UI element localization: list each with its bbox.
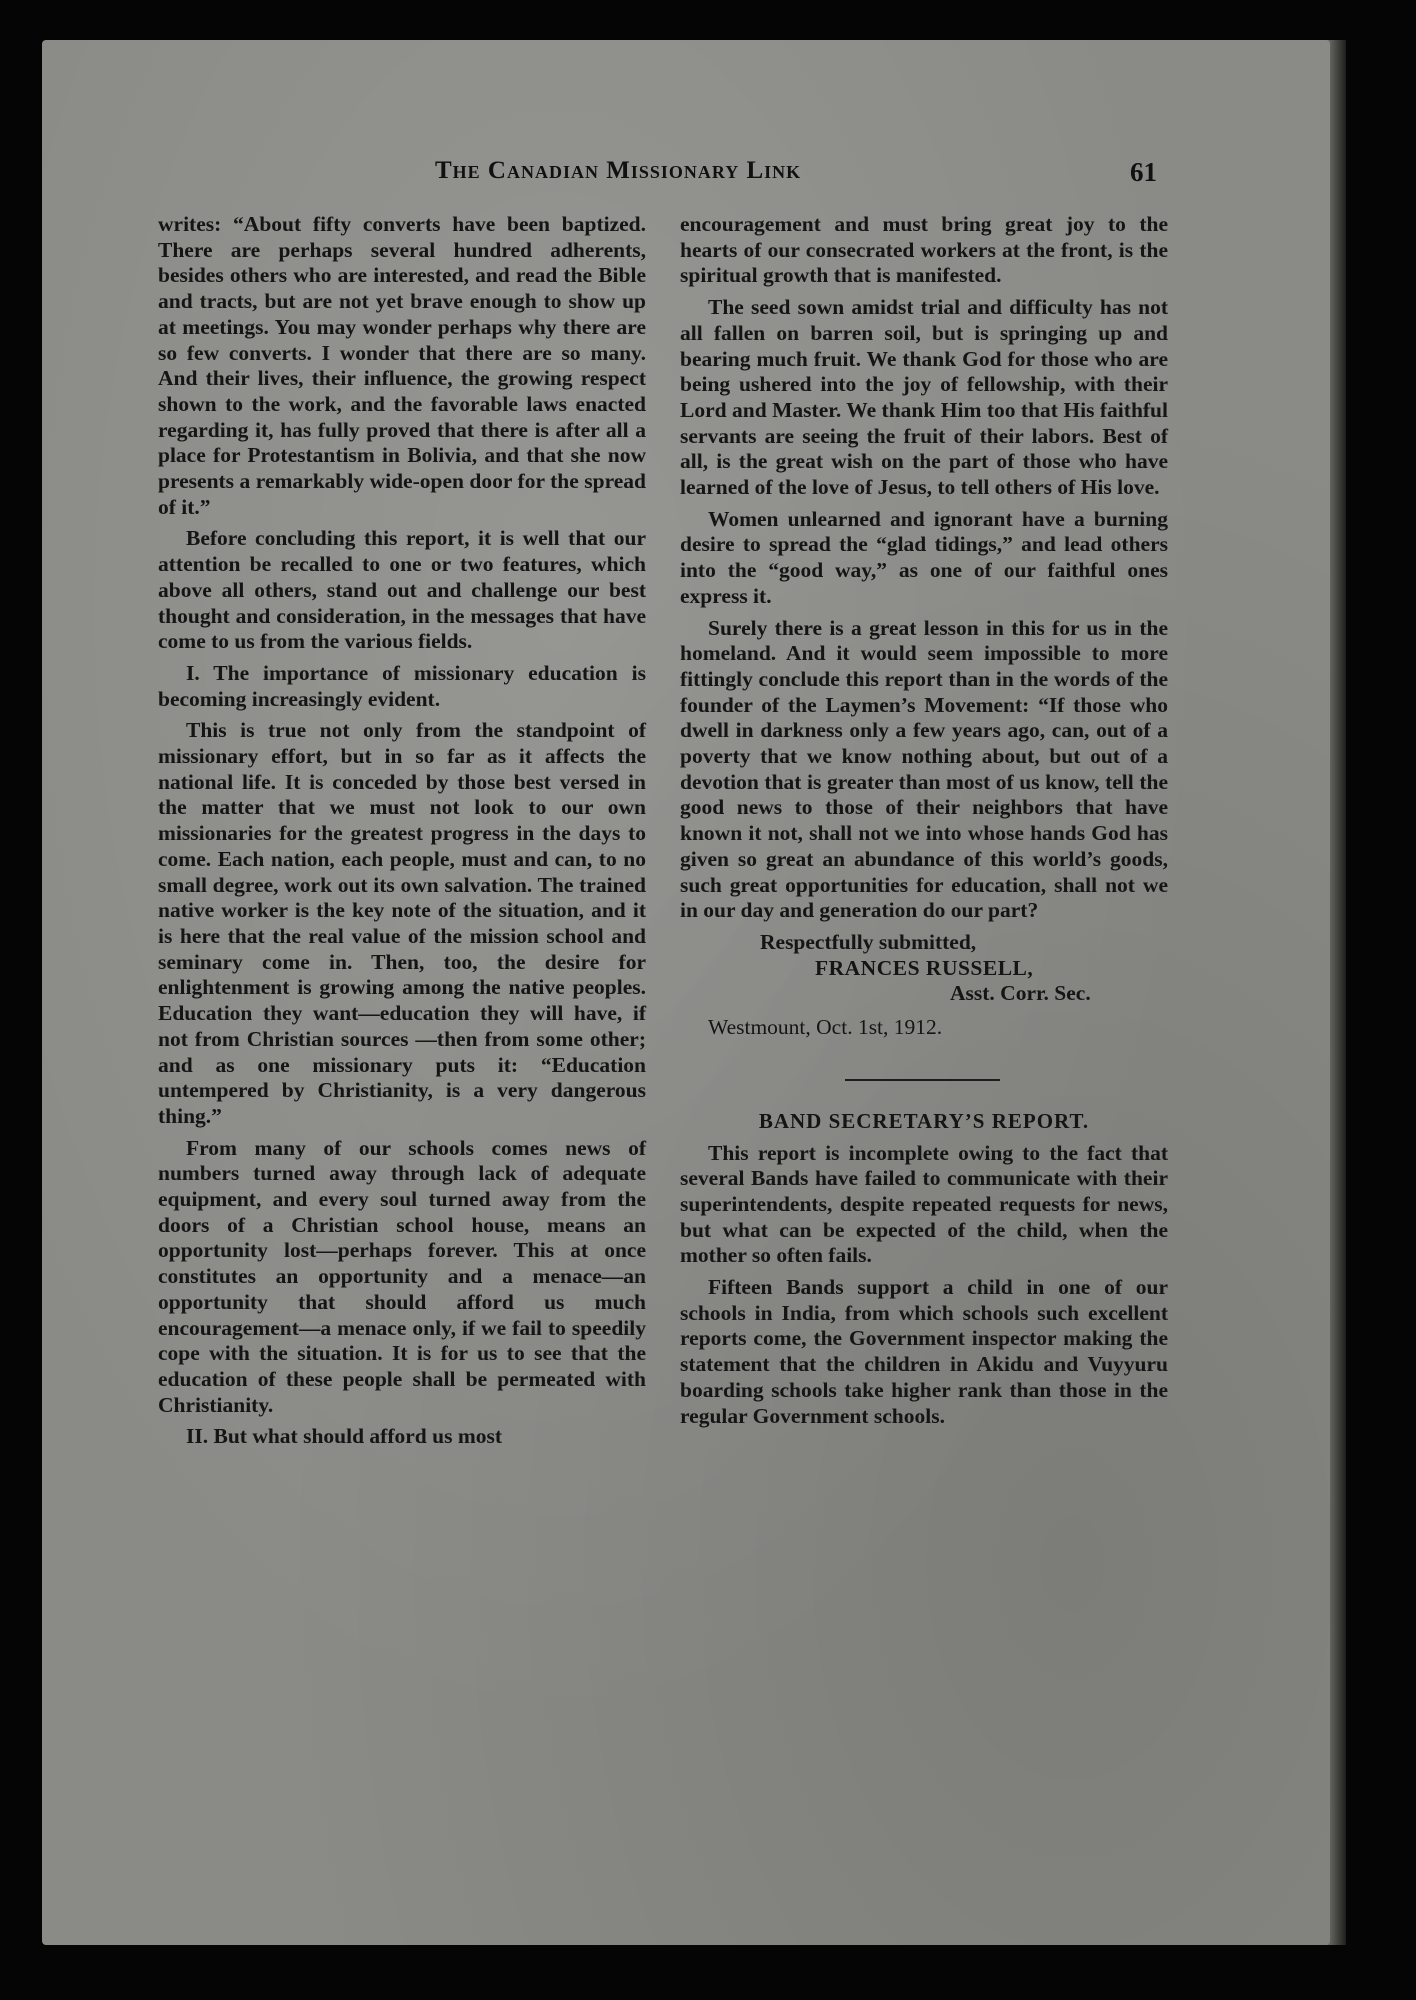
place-date: Westmount, Oct. 1st, 1912. bbox=[708, 1015, 943, 1040]
section-heading: BAND SECRETARY’S REPORT. bbox=[758, 1108, 1090, 1133]
closing-line: Respectfully submitted, bbox=[760, 929, 977, 954]
paragraph: II. But what should afford us most bbox=[186, 1424, 503, 1449]
paragraph: encouragement and must bring great joy to the hearts of our consecrated workers at the front, is the spiritual growth that is manifested. bbox=[680, 212, 1168, 288]
paragraph: From many of our schools comes news of numbers turned away through lack of adequate equipment, and every soul turned away from the doors of a Christian school house, means an opportunity lost—perhaps forever. This at once constitutes an opportunity and a menace—an opportunity that should afford us much encouragement—a menace only, if we fail to speedily cope with the situation. It is for us to see that the education of these people shall be permeated with Christianity. bbox=[158, 1135, 646, 1417]
page-number: 61 bbox=[1130, 157, 1157, 187]
paragraph: This report is incomplete owing to the fact that several Bands have failed to communicate with their superintendents, despite repeated requests for news, but what can be expected of the child, when the mother so often fails. bbox=[680, 1140, 1168, 1268]
signer-title: Asst. Corr. Sec. bbox=[950, 981, 1091, 1006]
paragraph: I. The importance of missionary education is becoming increasingly evident. bbox=[158, 660, 646, 711]
running-header bbox=[160, 157, 1376, 197]
signer-name: FRANCES RUSSELL, bbox=[815, 955, 1034, 980]
paragraph: Fifteen Bands support a child in one of our schools in India, from which schools such excellent reports come, the Government inspector making the statement that the children in Akidu and Vuyyuru boarding schools take higher rank than those in the regular Government schools. bbox=[680, 1275, 1168, 1428]
paragraph: The seed sown amidst trial and difficulty has not all fallen on barren soil, but is springing up and bearing much fruit. We thank God for those who are being ushered into the joy of fellowship, with their Lord and Master. We thank Him too that His faithful servants are seeing the fruit of their labors. Best of all, is the great wish on the part of those who have learned of the love of Jesus, to tell others of His love. bbox=[680, 295, 1168, 500]
paragraph: Women unlearned and ignorant have a burning desire to spread the “glad tidings,” and lead others into the “good way,” as one of our faithful ones express it. bbox=[680, 506, 1168, 608]
journal-title: The Canadian Missionary Link bbox=[435, 157, 802, 184]
paragraph: writes: “About fifty converts have been baptized. There are perhaps several hundred adherents, besides others who are interested, and read the Bible and tracts, but are not yet brave enough to show up at meetings. You may wonder perhaps why there are so few converts. I wonder that there are so many. And their lives, their influence, the growing respect shown to the work, and the favorable laws enacted regarding it, has fully proved that there is after all a place for Protestantism in Bolivia, and that she now presents a remarkably wide-open door for the spread of it.” bbox=[158, 212, 646, 519]
left-column bbox=[158, 212, 646, 1456]
paragraph: Surely there is a great lesson in this for us in the homeland. And it would seem impossible to more fittingly conclude this report than in the words of the founder of the Laymen’s Movement: “If those who dwell in darkness only a few years ago, can, out of a poverty that we know nothing about, but out of a devotion that is greater than most of us know, tell the good news to those of their neighbors that have known it not, shall not we into whose hands God has given so great an abundance of this world’s goods, such great opportunities for education, shall not we in our day and generation do our part? bbox=[680, 615, 1168, 923]
paragraph: Before concluding this report, it is well that our attention be recalled to one or two features, which above all others, stand out and challenge our best thought and consideration, in the messages that have come to us from the various fields. bbox=[158, 526, 646, 654]
section-divider bbox=[845, 1079, 1000, 1081]
right-column bbox=[680, 212, 1168, 1435]
paragraph: This is true not only from the standpoint of missionary effort, but in so far as it affects the national life. It is conceded by those best versed in the matter that we must not look to our own missionaries for the greatest progress in the days to come. Each nation, each people, must and can, to no small degree, work out its own salvation. The trained native worker is the key note of the situation, and it is here that the real value of the mission school and seminary come in. Then, too, the desire for enlightenment is growing among the native peoples. Education they want—education they will have, if not from Christian sources —then from some other; and as one missionary puts it: “Education untempered by Christianity, is a very dangerous thing.” bbox=[158, 718, 646, 1128]
